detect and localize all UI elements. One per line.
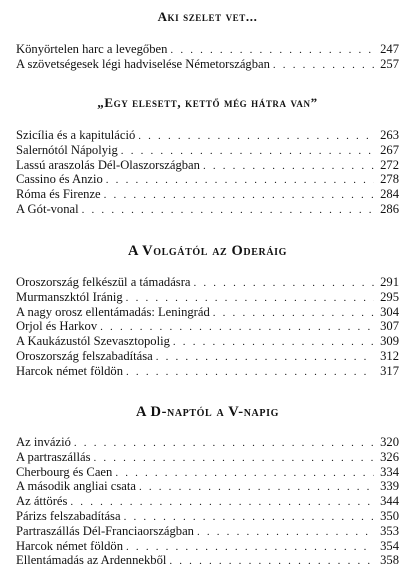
dot-leader — [115, 467, 374, 481]
section-heading: A D-naptól a V-napig — [136, 404, 279, 420]
dot-leader — [193, 277, 374, 291]
dot-leader — [138, 130, 374, 144]
entry-page: 267 — [380, 142, 399, 157]
entry-page: 326 — [380, 449, 399, 464]
toc-entry — [16, 436, 399, 451]
entry-page: 295 — [380, 289, 399, 304]
entry-title: Ellentámadás az Ardennekből — [16, 553, 167, 568]
entry-title: Szicília és a kapituláció — [16, 128, 136, 142]
toc-entry — [16, 129, 399, 144]
toc-entry — [16, 43, 399, 58]
entry-page: 320 — [380, 435, 399, 449]
entry-list — [16, 129, 399, 218]
entry-title: Orjol és Harkov — [16, 319, 98, 334]
entry-page: 257 — [380, 56, 399, 71]
toc-entry — [16, 480, 399, 495]
dot-leader — [170, 44, 374, 58]
entry-page: 284 — [380, 187, 399, 202]
toc-entry — [16, 306, 399, 321]
toc-entry — [16, 159, 399, 174]
entry-page: 247 — [380, 42, 399, 56]
entry-page: 317 — [380, 363, 399, 378]
entry-page: 312 — [380, 348, 399, 363]
toc-entry — [16, 335, 399, 350]
toc-entry — [16, 58, 399, 73]
entry-page: 272 — [380, 157, 399, 172]
dot-leader — [197, 526, 374, 540]
toc-entry — [16, 365, 399, 380]
section-heading: Aki szelet vet... — [157, 9, 258, 24]
entry-page: 350 — [380, 508, 399, 523]
toc-entry — [16, 173, 399, 188]
toc-entry — [16, 525, 399, 540]
entry-page: 263 — [380, 128, 399, 142]
entry-page: 309 — [380, 334, 399, 349]
dot-leader — [106, 174, 374, 188]
dot-leader — [121, 145, 374, 159]
entry-title: A partraszállás — [16, 449, 91, 464]
toc-section-d-naptol-a-v-napig — [16, 401, 399, 569]
dot-leader — [100, 321, 374, 335]
entry-title: Cassino és Anzio — [16, 172, 103, 187]
entry-page: 286 — [380, 201, 399, 216]
toc-section-volgatol-az-oderaig — [16, 240, 399, 380]
entry-title: Párizs felszabadítása — [16, 508, 121, 523]
entry-page: 307 — [380, 319, 399, 334]
dot-leader — [104, 189, 374, 203]
entry-page: 291 — [380, 275, 399, 289]
toc-entry — [16, 188, 399, 203]
entry-title: A második angliai csata — [16, 479, 136, 494]
entry-title: Murmanszktól Iránig — [16, 289, 123, 304]
entry-page: 334 — [380, 464, 399, 479]
entry-title: Róma és Firenze — [16, 187, 101, 202]
entry-title: Salernótól Nápolyig — [16, 142, 118, 157]
section-heading: „Egy elesett, kettő még hátra van” — [97, 95, 318, 110]
toc-entry — [16, 554, 399, 569]
toc-entry — [16, 466, 399, 481]
entry-title: Harcok német földön — [16, 538, 124, 553]
dot-leader — [213, 307, 374, 321]
entry-page: 344 — [380, 494, 399, 509]
toc-entry — [16, 276, 399, 291]
entry-title: A szövetségesek légi hadviselése Németországban — [16, 56, 270, 71]
entry-page: 339 — [380, 479, 399, 494]
entry-page: 353 — [380, 523, 399, 538]
entry-page: 354 — [380, 538, 399, 553]
dot-leader — [273, 59, 374, 73]
entry-list — [16, 43, 399, 73]
entry-title: Az áttörés — [16, 494, 68, 509]
dot-leader — [156, 351, 374, 365]
dot-leader — [126, 366, 374, 380]
dot-leader — [173, 336, 374, 350]
toc-entry — [16, 451, 399, 466]
entry-title: Könyörtelen harc a levegőben — [16, 42, 168, 56]
entry-page: 358 — [380, 553, 399, 568]
toc-section-egy-elesett — [16, 92, 399, 218]
entry-title: Cherbourg és Caen — [16, 464, 113, 479]
dot-leader — [126, 541, 374, 555]
dot-leader — [70, 496, 374, 510]
entry-page: 304 — [380, 304, 399, 319]
entry-title: Partraszállás Dél-Franciaországban — [16, 523, 194, 538]
dot-leader — [74, 437, 374, 451]
entry-title: Lassú araszolás Dél-Olaszországban — [16, 157, 200, 172]
toc-section-aki-szelet-vet — [16, 6, 399, 73]
dot-leader — [82, 204, 374, 218]
entry-title: Az invázió — [16, 435, 71, 449]
entry-title: A Kaukázustól Szevasztopolig — [16, 334, 170, 349]
section-heading: A Volgától az Oderáig — [127, 243, 288, 259]
entry-title: Oroszország felkészül a támadásra — [16, 275, 191, 289]
dot-leader — [126, 292, 374, 306]
toc-entry — [16, 350, 399, 365]
entry-title: A nagy orosz ellentámadás: Leningrád — [16, 304, 210, 319]
dot-leader — [203, 160, 374, 174]
entry-list — [16, 276, 399, 380]
dot-leader — [169, 555, 374, 569]
toc-entry — [16, 495, 399, 510]
entry-title: A Gót-vonal — [16, 201, 79, 216]
toc-entry — [16, 540, 399, 555]
entry-title: Oroszország felszabadítása — [16, 348, 153, 363]
dot-leader — [124, 511, 374, 525]
dot-leader — [139, 481, 374, 495]
toc-entry — [16, 510, 399, 525]
dot-leader — [93, 452, 374, 466]
entry-title: Harcok német földön — [16, 363, 124, 378]
entry-page: 278 — [380, 172, 399, 187]
toc-entry — [16, 320, 399, 335]
toc-entry — [16, 291, 399, 306]
entry-list — [16, 436, 399, 569]
toc-entry — [16, 203, 399, 218]
toc-entry — [16, 144, 399, 159]
